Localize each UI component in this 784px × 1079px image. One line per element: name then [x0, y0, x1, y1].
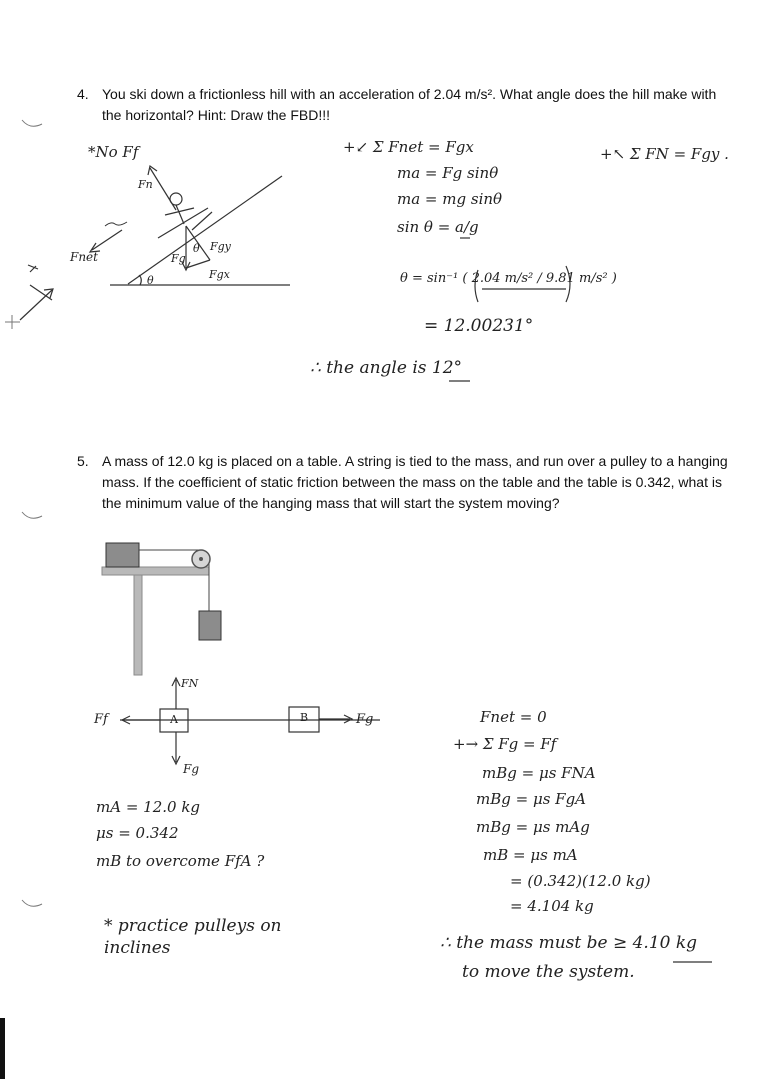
problem-5-line-3: the minimum value of the hanging mass that will start the system moving? — [102, 495, 560, 511]
normal-force-label: Fn — [138, 178, 153, 191]
given-static-friction: μs = 0.342 — [96, 824, 179, 842]
equation-sin-theta: sin θ = a/g — [397, 218, 479, 236]
fbd-gravity-b-label: Fg — [356, 712, 374, 727]
equation-angle-result: = 12.00231° — [424, 316, 534, 336]
no-friction-note: *No Ff — [88, 143, 139, 161]
fbd-gravity-a-label: Fg — [183, 762, 200, 776]
angle-theta-inner: θ — [193, 242, 200, 255]
solution-step-2: mBg = μs FgA — [476, 790, 587, 808]
problem-4-conclusion: ∴ the angle is 12° — [310, 358, 463, 378]
fbd-block-a-label: A — [170, 713, 178, 726]
problem-5-conclusion-line-2: to move the system. — [462, 962, 635, 982]
given-mass-a: mA = 12.0 kg — [96, 798, 201, 816]
fbd-friction-label: Ff — [94, 712, 108, 727]
problem-5-number: 5. — [77, 453, 89, 469]
sum-normal-equation: +↖ Σ FN = Fgy . — [600, 145, 729, 163]
equation-ma-fg: ma = Fg sinθ — [397, 164, 499, 182]
problem-4-line-1: You ski down a frictionless hill with an acceleration of 2.04 m/s². What angle does the hill make with — [102, 86, 717, 102]
sum-fnet-equation: +↙ Σ Fnet = Fgx — [343, 138, 474, 156]
equation-inverse-sine: θ = sin⁻¹ ( 2.04 m/s² / 9.81 m/s² ) — [400, 271, 617, 286]
given-unknown-mass: mB to overcome FfA ? — [96, 852, 265, 870]
solution-sum-forces: +→ Σ Fg = Ff — [453, 735, 557, 753]
problem-5-line-1: A mass of 12.0 kg is placed on a table. A string is tied to the mass, and run over a pulley to a hanging — [102, 453, 728, 469]
gravity-force-label: Fg — [171, 252, 186, 265]
practice-note: * practice pulleys on inclines — [104, 916, 282, 958]
angle-theta-base: θ — [147, 274, 154, 287]
solution-step-5: = (0.342)(12.0 kg) — [510, 872, 651, 890]
problem-4-number: 4. — [77, 86, 89, 102]
equation-ma-mg: ma = mg sinθ — [397, 190, 503, 208]
problem-5-conclusion-line-1: ∴ the mass must be ≥ 4.10 kg — [440, 933, 698, 953]
net-force-label: Fnet — [70, 250, 98, 264]
solution-step-1: mBg = μs FNA — [482, 764, 596, 782]
gravity-x-label: Fgx — [209, 268, 230, 281]
problem-5-line-2: mass. If the coefficient of static friction between the mass on the table and the table is 0.342, what is — [102, 474, 722, 490]
scan-edge — [0, 1018, 5, 1079]
solution-step-3: mBg = μs mAg — [476, 818, 590, 836]
problem-4-line-2: the horizontal? Hint: Draw the FBD!!! — [102, 107, 330, 123]
solution-fnet-zero: Fnet = 0 — [480, 708, 547, 726]
fbd-block-b-label: B — [300, 711, 309, 724]
solution-step-4: mB = μs mA — [483, 846, 578, 864]
fbd-normal-label: FN — [181, 677, 199, 690]
solution-step-6: = 4.104 kg — [510, 897, 594, 915]
gravity-y-label: Fgy — [210, 240, 231, 253]
